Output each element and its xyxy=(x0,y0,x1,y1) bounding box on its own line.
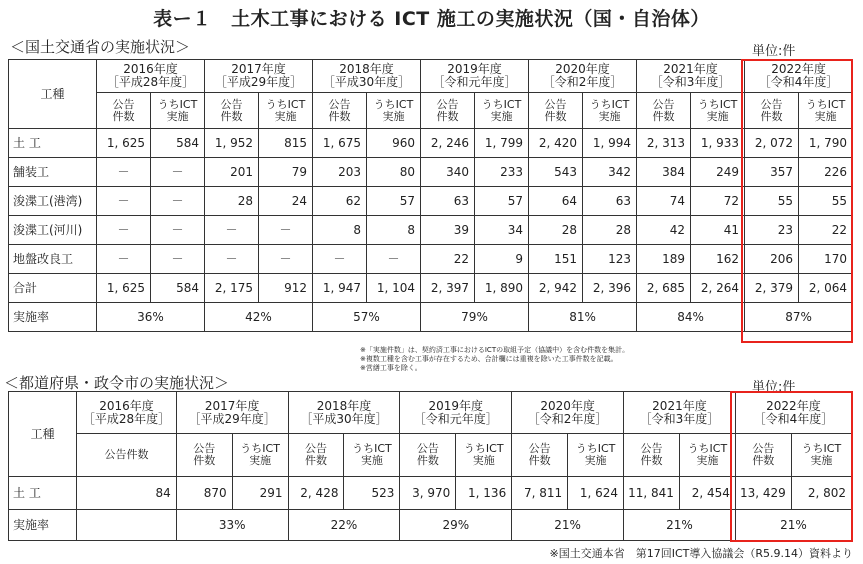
table-cell: 523 xyxy=(344,477,400,510)
table-cell: 2, 420 xyxy=(529,129,583,158)
table-row xyxy=(9,187,853,216)
sub-header-line-2: 実施 xyxy=(706,109,729,123)
table-cell: 1, 952 xyxy=(205,129,259,158)
table-cell: 2, 379 xyxy=(745,274,799,303)
table-cell: － xyxy=(205,245,259,274)
table-row xyxy=(9,274,853,303)
table-cell: 1, 104 xyxy=(367,274,421,303)
national-section-title: ＜国土交通省の実施状況＞ xyxy=(10,38,191,56)
local-sub-header-row xyxy=(9,434,852,477)
table-cell: 543 xyxy=(529,158,583,187)
local-unit: 単位:件 xyxy=(752,380,796,395)
table-cell: 226 xyxy=(799,158,853,187)
table-cell: 1, 890 xyxy=(475,274,529,303)
ict-count-header xyxy=(475,93,529,129)
era-label: ［令和4年度］ xyxy=(753,411,834,426)
table-cell: 206 xyxy=(745,245,799,274)
national-table xyxy=(8,59,853,332)
table-cell: 2, 685 xyxy=(637,274,691,303)
national-note-1: ※「実施件数」は、契約済工事におけるICTの取組予定（協議中）を含む件数を集計。 xyxy=(360,346,630,354)
sub-header-line-2: 件数 xyxy=(305,454,328,467)
table-cell: 2, 175 xyxy=(205,274,259,303)
public-count-header xyxy=(624,434,680,477)
national-year-header xyxy=(421,60,529,93)
national-note-2: ※複数工種を含む工事が存在するため、合計欄には重複を除いた工事件数を記載。 xyxy=(360,355,618,363)
table-cell: 1, 799 xyxy=(475,129,529,158)
table-cell: 1, 933 xyxy=(691,129,745,158)
table-cell: 57 xyxy=(367,187,421,216)
national-note-3: ※営繕工事を除く。 xyxy=(360,364,422,372)
row-label: 舗装工 xyxy=(9,158,97,187)
table-cell: － xyxy=(97,216,151,245)
table-cell: 291 xyxy=(232,477,288,510)
ict-count-header xyxy=(568,434,624,477)
sub-header-line-2: 件数 xyxy=(193,454,216,467)
table-cell: 123 xyxy=(583,245,637,274)
table-cell: 584 xyxy=(151,274,205,303)
rate-label: 実施率 xyxy=(9,303,97,332)
table-cell: 384 xyxy=(637,158,691,187)
local-year-header xyxy=(77,392,176,434)
table-cell: 912 xyxy=(259,274,313,303)
table-cell: － xyxy=(151,216,205,245)
national-year-header xyxy=(529,60,637,93)
table-cell: 63 xyxy=(421,187,475,216)
era-label: ［令和3年度］ xyxy=(650,75,731,89)
year-label: 2016年度 xyxy=(99,398,154,413)
table-cell: 2, 454 xyxy=(679,477,735,510)
table-cell: － xyxy=(151,187,205,216)
table-cell: 80 xyxy=(367,158,421,187)
sub-header-line-2: 実施 xyxy=(360,454,383,467)
table-cell: 151 xyxy=(529,245,583,274)
sub-header-line-1: 公告 xyxy=(544,97,567,111)
era-label: ［令和3年度］ xyxy=(639,411,720,426)
table-cell: 1, 136 xyxy=(456,477,512,510)
sub-header-line-1: 公告 xyxy=(640,442,663,455)
table-cell: 22 xyxy=(799,216,853,245)
local-year-header xyxy=(624,392,736,434)
ict-count-header xyxy=(679,434,735,477)
table-cell: 55 xyxy=(745,187,799,216)
table-cell: － xyxy=(259,216,313,245)
public-count-header xyxy=(97,93,151,129)
year-label: 2019年度 xyxy=(428,398,484,413)
table-cell: － xyxy=(97,187,151,216)
table-cell: 1, 947 xyxy=(313,274,367,303)
table-cell: 39 xyxy=(421,216,475,245)
table-cell: 1, 675 xyxy=(313,129,367,158)
era-label: ［令和2年度］ xyxy=(542,75,623,89)
sub-header-line-2: 実施 xyxy=(810,454,833,467)
row-label: 地盤改良工 xyxy=(9,245,97,274)
table-cell: 1, 625 xyxy=(97,274,151,303)
table-cell: 2, 397 xyxy=(421,274,475,303)
table-cell: 960 xyxy=(367,129,421,158)
table-cell: 23 xyxy=(745,216,799,245)
table-cell: 203 xyxy=(313,158,367,187)
table-cell: 340 xyxy=(421,158,475,187)
table-cell: 1, 790 xyxy=(799,129,853,158)
local-year-header xyxy=(176,392,288,434)
era-label: ［令和4年度］ xyxy=(758,75,839,89)
era-label: ［令和元年度］ xyxy=(413,411,498,426)
year-label: 2020年度 xyxy=(540,398,595,413)
public-count-header xyxy=(313,93,367,129)
row-label: 土 工 xyxy=(9,477,77,510)
local-kind-header: 工種 xyxy=(9,392,77,477)
national-year-header xyxy=(637,60,745,93)
national-2022-highlight xyxy=(741,59,853,343)
table-cell: 2, 072 xyxy=(745,129,799,158)
local-year-header xyxy=(512,392,624,434)
table-cell: 233 xyxy=(475,158,529,187)
sub-header-line-1: うちICT xyxy=(352,442,392,455)
sub-header-line-1: 公告 xyxy=(220,97,243,111)
sub-header-line-2: 実施 xyxy=(249,454,272,467)
ict-count-header xyxy=(344,434,400,477)
rate-label: 実施率 xyxy=(9,510,77,541)
table-cell: 64 xyxy=(529,187,583,216)
table-cell: 870 xyxy=(176,477,232,510)
table-cell: 1, 624 xyxy=(568,477,624,510)
year-label: 2019年度 xyxy=(447,62,502,76)
table-cell: － xyxy=(97,245,151,274)
table-cell: 1, 994 xyxy=(583,129,637,158)
ict-count-header xyxy=(259,93,313,129)
source-note: ※国土交通本省 第17回ICT導入協議会（R5.9.14）資料より xyxy=(549,547,853,560)
year-label: 2018年度 xyxy=(339,62,394,76)
table-cell: 8 xyxy=(313,216,367,245)
table-cell: 189 xyxy=(637,245,691,274)
table-cell: 28 xyxy=(583,216,637,245)
sub-header-line-1: うちICT xyxy=(801,442,842,455)
sub-header-line-2: 実施 xyxy=(274,109,297,123)
public-count-header xyxy=(205,93,259,129)
table-cell: － xyxy=(313,245,367,274)
year-label: 2017年度 xyxy=(231,62,286,76)
table-cell: 24 xyxy=(259,187,313,216)
sub-header-line-1: 公告 xyxy=(328,97,351,111)
table-cell: 62 xyxy=(313,187,367,216)
table-cell: 2, 246 xyxy=(421,129,475,158)
sub-header-line-2: 実施 xyxy=(490,109,513,123)
sub-header-line-1: うちICT xyxy=(589,97,630,111)
page-title: 表ー１ 土木工事における ICT 施工の実施状況（国・自治体） xyxy=(153,8,710,30)
sub-header-line-1: 公告 xyxy=(652,97,675,111)
local-section-title: ＜都道府県・政令市の実施状況＞ xyxy=(4,374,230,392)
sub-header-line-2: 実施 xyxy=(814,109,837,123)
table-cell: 41 xyxy=(691,216,745,245)
sub-header-line-2: 実施 xyxy=(472,454,495,467)
ict-count-header xyxy=(232,434,288,477)
sub-header-line-2: 件数 xyxy=(544,109,567,123)
table-cell: － xyxy=(205,216,259,245)
ict-count-header xyxy=(456,434,512,477)
national-unit: 単位:件 xyxy=(752,44,796,59)
sub-header-line-1: うちICT xyxy=(687,442,728,455)
sub-header-line-2: 実施 xyxy=(584,454,607,467)
sub-header-line-1: 公告 xyxy=(760,97,783,111)
table-cell: 55 xyxy=(799,187,853,216)
rate-row xyxy=(9,303,853,332)
table-cell: 74 xyxy=(637,187,691,216)
table-cell: 815 xyxy=(259,129,313,158)
table-cell: 2, 313 xyxy=(637,129,691,158)
era-label: ［令和2年度］ xyxy=(527,411,608,426)
sub-header-line-1: 公告 xyxy=(112,97,135,111)
table-cell: 72 xyxy=(691,187,745,216)
sub-header-line-2: 件数 xyxy=(760,109,783,123)
sub-header-line-2: 件数 xyxy=(416,454,439,467)
row-label: 土 工 xyxy=(9,129,97,158)
table-cell: 11, 841 xyxy=(624,477,680,510)
ict-count-header xyxy=(151,93,205,129)
public-count-header xyxy=(512,434,568,477)
public-count-header xyxy=(529,93,583,129)
public-count-header xyxy=(637,93,691,129)
national-year-header xyxy=(205,60,313,93)
sub-header-line-2: 件数 xyxy=(752,454,775,467)
rate-cell: 84% xyxy=(637,303,745,332)
era-label: ［平成30年度］ xyxy=(300,411,388,426)
sub-header-line-1: うちICT xyxy=(575,442,616,455)
rate-cell-empty xyxy=(77,510,176,541)
rate-cell: 21% xyxy=(512,510,624,541)
table-cell: 2, 942 xyxy=(529,274,583,303)
sub-header-line-1: 公告 xyxy=(193,442,216,455)
table-row xyxy=(9,216,853,245)
era-label: ［令和元年度］ xyxy=(432,75,517,89)
rate-cell: 21% xyxy=(624,510,736,541)
rate-cell: 29% xyxy=(400,510,512,541)
national-year-header xyxy=(97,60,205,93)
local-year-header xyxy=(400,392,512,434)
sub-header-line-1: うちICT xyxy=(265,97,306,111)
sub-header-line-1: うちICT xyxy=(240,442,280,455)
public-count-header: 公告件数 xyxy=(77,434,176,477)
era-label: ［平成30年度］ xyxy=(322,75,411,89)
table-row xyxy=(9,158,853,187)
table-cell: － xyxy=(367,245,421,274)
public-count-header xyxy=(421,93,475,129)
table-cell: 8 xyxy=(367,216,421,245)
sub-header-line-1: 公告 xyxy=(528,442,551,455)
table-cell: 249 xyxy=(691,158,745,187)
table-cell: 2, 064 xyxy=(799,274,853,303)
year-label: 2020年度 xyxy=(555,62,610,76)
table-cell: 9 xyxy=(475,245,529,274)
table-cell: 2, 396 xyxy=(583,274,637,303)
national-year-header-row xyxy=(9,60,853,93)
national-year-header xyxy=(313,60,421,93)
table-cell: 22 xyxy=(421,245,475,274)
year-label: 2022年度 xyxy=(766,398,821,413)
local-year-header xyxy=(288,392,400,434)
sub-header-line-2: 件数 xyxy=(220,109,243,123)
sub-header-line-2: 件数 xyxy=(328,109,351,123)
public-count-header xyxy=(288,434,344,477)
national-sub-header-row xyxy=(9,93,853,129)
table-cell: 2, 264 xyxy=(691,274,745,303)
sub-header-line-1: うちICT xyxy=(373,97,414,111)
table-cell: 42 xyxy=(637,216,691,245)
table-cell: 7, 811 xyxy=(512,477,568,510)
local-2022-highlight xyxy=(730,391,853,542)
table-cell: 63 xyxy=(583,187,637,216)
table-row xyxy=(9,245,853,274)
table-cell: 201 xyxy=(205,158,259,187)
sub-header-line-2: 件数 xyxy=(640,454,663,467)
rate-cell: 42% xyxy=(205,303,313,332)
public-count-header xyxy=(176,434,232,477)
table-cell: 1, 625 xyxy=(97,129,151,158)
sub-header-line-1: 公告 xyxy=(752,442,775,455)
table-cell: － xyxy=(151,158,205,187)
sub-header-line-2: 件数 xyxy=(436,109,459,123)
rate-cell: 87% xyxy=(745,303,853,332)
national-kind-header: 工種 xyxy=(9,60,97,129)
sub-header-line-2: 件数 xyxy=(528,454,551,467)
rate-cell: 21% xyxy=(735,510,851,541)
sub-header-line-2: 実施 xyxy=(166,109,189,123)
year-label: 2016年度 xyxy=(123,62,178,76)
sub-header-line-1: うちICT xyxy=(463,442,504,455)
table-cell: 357 xyxy=(745,158,799,187)
rate-cell: 57% xyxy=(313,303,421,332)
table-cell: － xyxy=(151,245,205,274)
rate-cell: 81% xyxy=(529,303,637,332)
era-label: ［平成29年度］ xyxy=(188,411,276,426)
table-cell: 28 xyxy=(529,216,583,245)
sub-header-line-2: 件数 xyxy=(652,109,675,123)
rate-cell: 33% xyxy=(176,510,288,541)
table-cell: － xyxy=(97,158,151,187)
local-year-header-row xyxy=(9,392,852,434)
sub-header-line-1: 公告 xyxy=(416,442,439,455)
sub-header-line-2: 件数 xyxy=(112,109,135,123)
era-label: ［平成28年度］ xyxy=(106,75,195,89)
rate-row xyxy=(9,510,852,541)
sub-header-line-1: 公告 xyxy=(436,97,459,111)
public-count-header xyxy=(400,434,456,477)
table-cell: 79 xyxy=(259,158,313,187)
rate-cell: 79% xyxy=(421,303,529,332)
year-label: 2021年度 xyxy=(663,62,718,76)
table-cell: 28 xyxy=(205,187,259,216)
sub-header-line-2: 実施 xyxy=(382,109,405,123)
table-cell: 2, 802 xyxy=(791,477,851,510)
year-label: 2022年度 xyxy=(771,62,826,76)
table-cell: 13, 429 xyxy=(735,477,791,510)
sub-header-line-1: うちICT xyxy=(697,97,738,111)
local-table xyxy=(8,391,852,541)
table-cell: 170 xyxy=(799,245,853,274)
year-label: 2018年度 xyxy=(316,398,372,413)
row-label: 合計 xyxy=(9,274,97,303)
era-label: ［平成29年度］ xyxy=(214,75,303,89)
ict-count-header xyxy=(367,93,421,129)
year-label: 2017年度 xyxy=(204,398,260,413)
sub-header-line-1: うちICT xyxy=(157,97,198,111)
row-label: 浚渫工(河川) xyxy=(9,216,97,245)
sub-header-line-1: うちICT xyxy=(481,97,522,111)
row-label: 浚渫工(港湾) xyxy=(9,187,97,216)
rate-cell: 36% xyxy=(97,303,205,332)
table-cell: 162 xyxy=(691,245,745,274)
rate-cell: 22% xyxy=(288,510,400,541)
ict-count-header xyxy=(583,93,637,129)
table-cell: 34 xyxy=(475,216,529,245)
table-row xyxy=(9,477,852,510)
sub-header-line-2: 実施 xyxy=(696,454,719,467)
table-cell: 84 xyxy=(77,477,176,510)
table-row xyxy=(9,129,853,158)
table-cell: 584 xyxy=(151,129,205,158)
table-cell: 2, 428 xyxy=(288,477,344,510)
table-cell: 57 xyxy=(475,187,529,216)
table-cell: 3, 970 xyxy=(400,477,456,510)
year-label: 2021年度 xyxy=(652,398,707,413)
table-cell: － xyxy=(259,245,313,274)
sub-header-line-1: うちICT xyxy=(805,97,846,111)
table-cell: 342 xyxy=(583,158,637,187)
era-label: ［平成28年度］ xyxy=(82,411,171,426)
sub-header-line-2: 実施 xyxy=(598,109,621,123)
sub-header-line-1: 公告 xyxy=(305,442,328,455)
ict-count-header xyxy=(691,93,745,129)
